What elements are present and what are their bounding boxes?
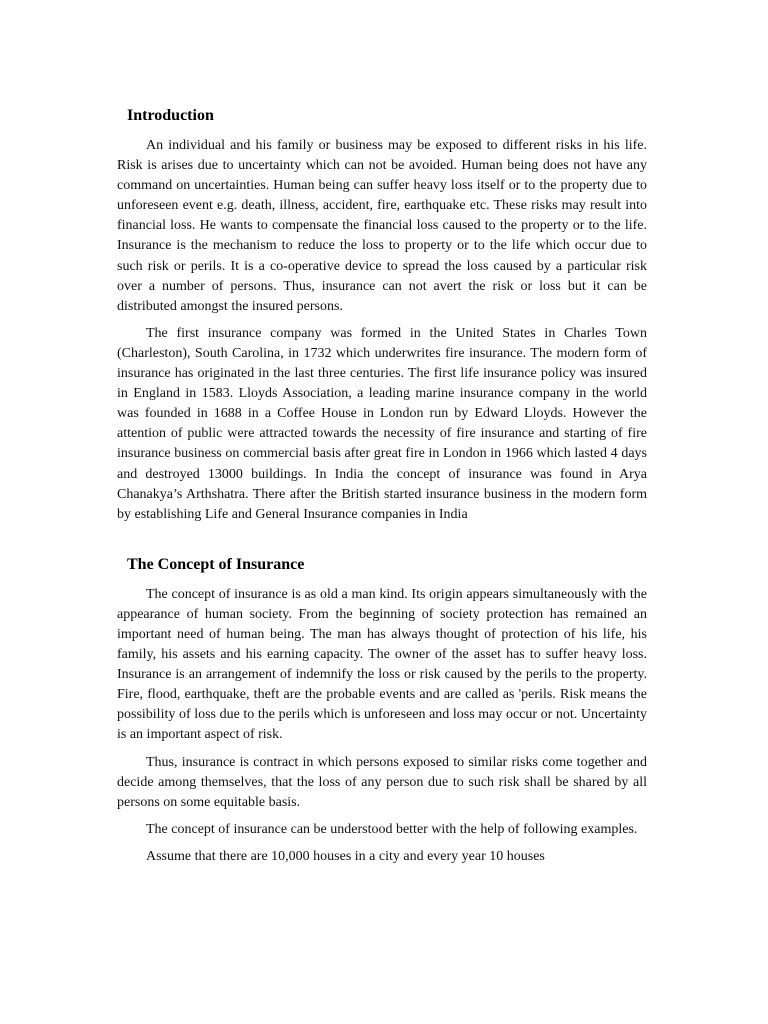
- paragraph: The concept of insurance is as old a man kind. Its origin appears simultaneously with the appearance of human society. From the beginning of society protection has remained an important need of human being. The man has always thought of protection of his life, his family, his assets and his earning capacity. The owner of the asset has to suffer heavy loss. Insurance is an arrangement of indemnify the loss or risk caused by the perils to the property. Fire, flood, earthquake, theft are the probable events and are called as 'perils. Risk means the possibility of loss due to the perils which is unforeseen and loss may occur or not. Uncertainty is an important aspect of risk.: [117, 586, 647, 743]
- section-introduction: [117, 104, 647, 525]
- section-heading: The Concept of Insurance: [127, 555, 305, 573]
- paragraph: Assume that there are 10,000 houses in a city and every year 10 houses: [146, 848, 545, 864]
- document-page: [117, 104, 647, 874]
- paragraph: An individual and his family or business may be exposed to different risks in his life. Risk is arises due to uncertainty which can not be avoided. Human being does not have any command on uncertainties. Human being can suffer heavy loss itself or to the property due to unforeseen event e.g. death, illness, accident, fire, earthquake etc. These risks may result into financial loss. He wants to compensate the financial loss caused to the property or to the life. Insurance is the mechanism to reduce the loss to property or to the life which occur due to such risk or perils. It is a co-operative device to spread the loss caused by a particular risk over a number of persons. Thus, insurance can not avert the risk or loss but it can be distributed amongst the insured persons.: [117, 138, 647, 314]
- paragraph: Thus, insurance is contract in which persons exposed to similar risks come together and decide among themselves, that the loss of any person due to such risk shall be shared by all persons on some equitable basis.: [117, 754, 647, 810]
- paragraph: The concept of insurance can be understood better with the help of following examples.: [146, 821, 638, 837]
- section-concept-of-insurance: [117, 553, 647, 867]
- paragraph: The first insurance company was formed in the United States in Charles Town (Charleston), South Carolina, in 1732 which underwrites fire insurance. The modern form of insurance has originated in the last three centuries. The first life insurance policy was insured in England in 1583. Lloyds Association, a leading marine insurance company in the world was founded in 1688 in a Coffee House in London run by Edward Lloyds. However the attention of public were attracted towards the necessity of fire insurance and starting of fire insurance business on commercial basis after great fire in London in 1966 which lasted 4 days and destroyed 13000 buildings. In India the concept of insurance was found in Arya Chanakya’s Arthshatra. There after the British started insurance business in the modern form by establishing Life and General Insurance companies in India: [117, 325, 647, 522]
- section-heading: Introduction: [127, 107, 214, 124]
